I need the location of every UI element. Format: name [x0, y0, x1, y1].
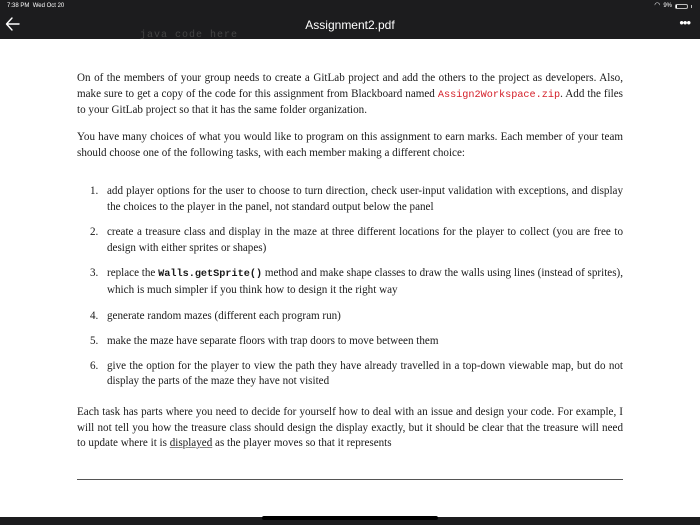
underlined-word: displayed [169, 437, 213, 450]
paragraph-task-parts: Each task has parts where you need to decide for yourself how to deal with an issue and design your code. For example, I will not tell you how the treasure class should design the display exactly, but it should be clear that the treasure will need to update where it is displayed as the player moves so that it represents [77, 406, 623, 450]
task-item: 4. generate random mazes (different each program run) [90, 309, 341, 322]
document-title: Assignment2.pdf [305, 18, 395, 32]
task-item: 1. add player options for the user to choose to turn direction, check user-input validation with exceptions, and display the choices to the player in the panel, not standard output below the panel [90, 185, 623, 213]
more-icon[interactable]: ••• [679, 15, 690, 30]
nav-bar [0, 12, 700, 39]
status-time-date: 7:38 PM Wed Oct 20 [7, 3, 65, 9]
page-divider [77, 479, 623, 480]
task-item: 6. give the option for the player to view the path they have already travelled in a top-down viewable map, but do not display the parts of the maze they have not visited [90, 359, 623, 388]
battery-percent: 9% [663, 3, 672, 9]
task-item: 5. make the maze have separate floors with trap doors to move between them [90, 335, 439, 348]
wifi-icon: ◠ [654, 2, 661, 9]
battery-fill [676, 5, 677, 8]
cut-off-code-line: java code here [140, 30, 239, 41]
task-list [77, 184, 623, 390]
status-bar [0, 0, 700, 12]
workspace-filename: Assign2Workspace.zip [437, 89, 561, 101]
code-walls-getsprite: Walls.getSprite() [158, 269, 263, 281]
battery-icon [675, 4, 688, 9]
paragraph-choices: You have many choices of what you would like to program on this assignment to earn marks. Each member of your team should choose one of the following tasks, with each member making a different choice: [77, 131, 623, 159]
task-item: 2. create a treasure class and display in the maze at three different locations for the player to collect (you are free to design with either sprites or shapes) [90, 226, 623, 254]
battery-nub [691, 5, 692, 8]
task-item: 3. replace the Walls.getSprite() method and make shape classes to draw the walls using lines (instead of sprites), which is much simpler if you think how to design it the right way [90, 267, 623, 296]
status-indicators [654, 0, 692, 12]
home-indicator[interactable] [262, 516, 438, 520]
pdf-page[interactable] [0, 30, 700, 517]
paragraph-gitlab: On of the members of your group needs to create a GitLab project and add the others to the project as developers. Also, make sure to get a copy of the code for this assignment from Blackboard named Assign2Workspace.zip. Add the files to your GitLab project so that it has the same folder organization. [77, 72, 623, 117]
